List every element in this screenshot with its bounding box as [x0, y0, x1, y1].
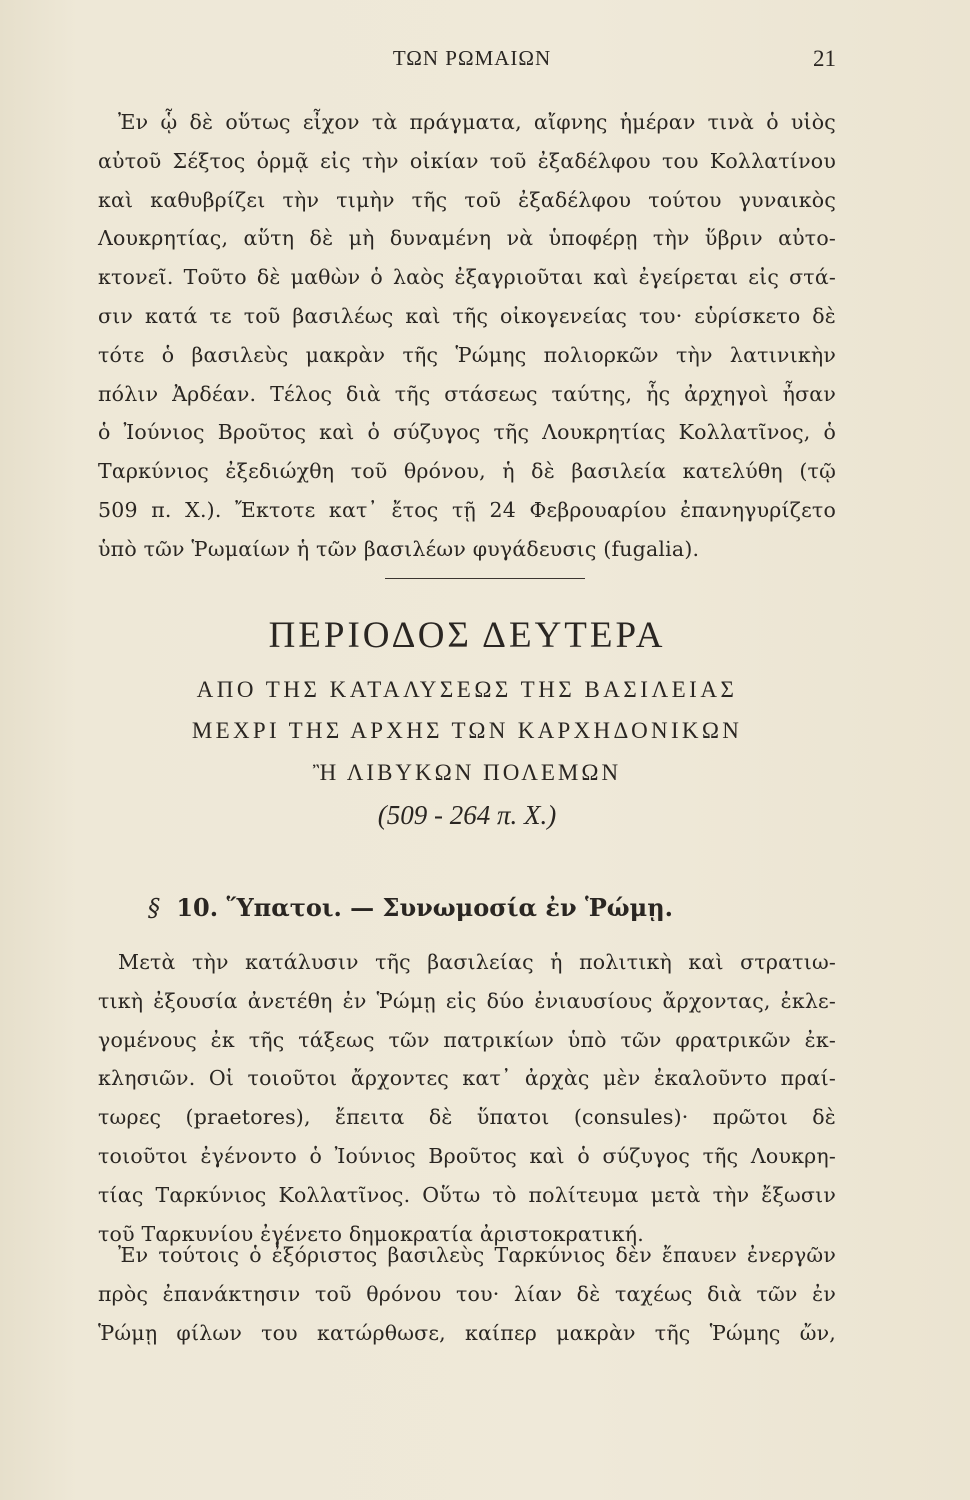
- section-heading-text: 10. Ὕπατοι. — Συνωμοσία ἐν Ῥώμῃ.: [176, 893, 674, 922]
- section-symbol: §: [148, 894, 160, 922]
- text-line: σιν κατά τε τοῦ βασιλέως καὶ τῆς οἰκογενείας του· εὑρίσκετο δὲ: [98, 303, 836, 328]
- text-line: πόλιν Ἀρδέαν. Τέλος διὰ τῆς στάσεως ταύτης, ἧς ἀρχηγοὶ ἦσαν: [98, 381, 836, 406]
- text-line: τοιοῦτοι ἐγένοντο ὁ Ἰούνιος Βροῦτος καὶ ὁ σύζυγος τῆς Λουκρη-: [98, 1143, 836, 1168]
- text-line: ὁ Ἰούνιος Βροῦτος καὶ ὁ σύζυγος τῆς Λουκρητίας Κολλατῖνος, ὁ: [98, 420, 836, 445]
- paragraph-2: [98, 943, 836, 1253]
- text-line: Μετὰ τὴν κατάλυσιν τῆς βασιλείας ἡ πολιτικὴ καὶ στρατιω-: [118, 950, 836, 974]
- text-line: κλησιῶν. Οἱ τοιοῦτοι ἄρχοντες κατ᾽ ἀρχὰς μὲν ἐκαλοῦντο πραί-: [98, 1066, 836, 1091]
- text-line: τοῦ Ταρκυνίου ἐγένετο δημοκρατία ἀριστοκρατική.: [98, 1221, 644, 1246]
- section-heading: [148, 893, 848, 922]
- text-line: ὑπὸ τῶν Ῥωμαίων ἡ τῶν βασιλέων φυγάδευσις (fugalia).: [98, 536, 700, 561]
- paragraph-1: [98, 103, 836, 569]
- text-line: τίας Ταρκύνιος Κολλατῖνος. Οὕτω τὸ πολίτευμα μετὰ τὴν ἔξωσιν: [98, 1182, 836, 1207]
- page-number: 21: [813, 46, 836, 71]
- text-line: Λουκρητίας, αὕτη δὲ μὴ δυναμένη νὰ ὑποφέρῃ τὴν ὕβριν αὐτο-: [98, 226, 836, 251]
- period-dates: (509 - 264 π. Χ.): [377, 800, 557, 830]
- text-line: πρὸς ἐπανάκτησιν τοῦ θρόνου του· λίαν δὲ ταχέως διὰ τῶν ἐν: [98, 1281, 836, 1306]
- text-line: αὐτοῦ Σέξτος ὁρμᾷ εἰς τὴν οἰκίαν τοῦ ἐξαδέλφου του Κολλατίνου: [98, 148, 836, 173]
- section-divider: [385, 578, 585, 579]
- running-head: [108, 46, 836, 76]
- text-line: Ἐν ᾧ δὲ οὕτως εἶχον τὰ πράγματα, αἴφνης ἡμέραν τινὰ ὁ υἱὸς: [118, 110, 836, 134]
- text-line: καὶ καθυβρίζει τὴν τιμὴν τῆς τοῦ ἐξαδέλφου τούτου γυναικὸς: [98, 187, 836, 212]
- period-title: ΠΕΡΙΟΔΟΣ ΔΕΥΤΕΡΑ: [268, 615, 666, 656]
- text-line: τωρες (praetores), ἔπειτα δὲ ὕπατοι (consules)· πρῶτοι δὲ: [98, 1105, 836, 1130]
- text-line: τότε ὁ βασιλεὺς μακρὰν τῆς Ῥώμης πολιορκῶν τὴν λατινικὴν: [98, 342, 836, 367]
- period-subtitle-line-2: ΜΕΧΡΙ ΤΗΣ ΑΡΧΗΣ ΤΩΝ ΚΑΡΧΗΔΟΝΙΚΩΝ: [191, 718, 743, 743]
- text-line: κτονεῖ. Τοῦτο δὲ μαθὼν ὁ λαὸς ἐξαγριοῦται καὶ ἐγείρεται εἰς στά-: [98, 265, 836, 290]
- paragraph-3: [98, 1236, 836, 1352]
- running-head-title: ΤΩΝ ΡΩΜΑΙΩΝ: [392, 46, 552, 70]
- text-line: Ῥώμῃ φίλων του κατώρθωσε, καίπερ μακρὰν τῆς Ῥώμης ὤν,: [98, 1320, 836, 1345]
- text-line: γομένους ἐκ τῆς τάξεως τῶν πατρικίων ὑπὸ τῶν φρατρικῶν ἐκ-: [98, 1027, 836, 1052]
- text-line: Ἐν τούτοις ὁ ἐξόριστος βασιλεὺς Ταρκύνιος δὲν ἔπαυεν ἐνεργῶν: [118, 1243, 836, 1267]
- text-line: τικὴ ἐξουσία ἀνετέθη ἐν Ῥώμῃ εἰς δύο ἐνιαυσίους ἄρχοντας, ἐκλε-: [98, 988, 836, 1013]
- period-subtitle-line-3: Ἢ ΛΙΒΥΚΩΝ ΠΟΛΕΜΩΝ: [312, 760, 622, 785]
- text-line: 509 π. Χ.). Ἔκτοτε κατ᾽ ἔτος τῇ 24 Φεβρουαρίου ἐπανηγυρίζετο: [98, 497, 836, 522]
- period-subtitle-line-1: ΑΠΟ ΤΗΣ ΚΑΤΑΛΥΣΕΩΣ ΤΗΣ ΒΑΣΙΛΕΙΑΣ: [196, 677, 738, 702]
- text-line: Ταρκύνιος ἐξεδιώχθη τοῦ θρόνου, ἡ δὲ βασιλεία κατελύθη (τῷ: [98, 459, 836, 484]
